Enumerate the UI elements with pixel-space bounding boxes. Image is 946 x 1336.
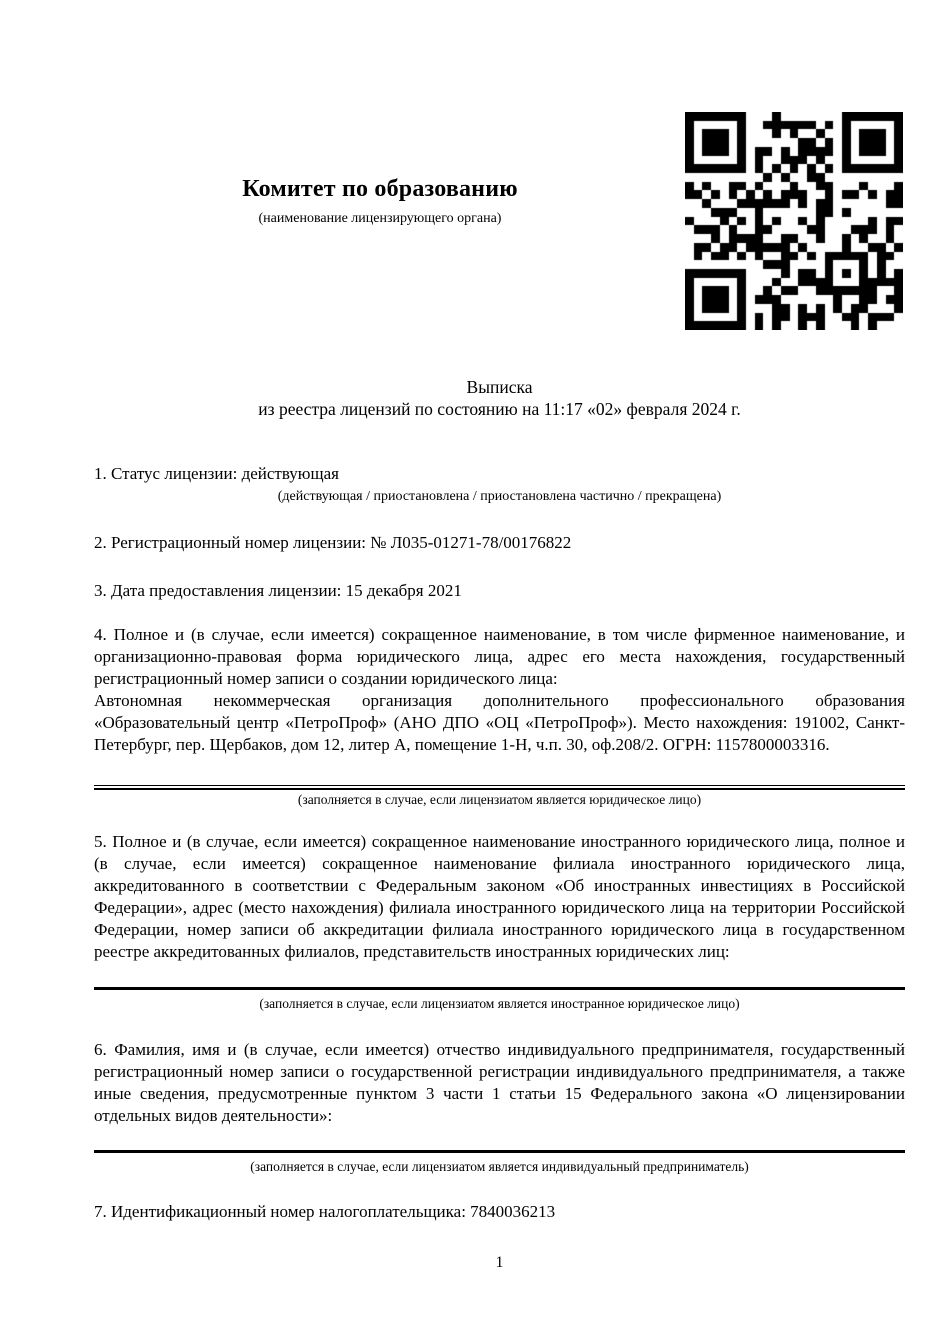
qr-code: [685, 112, 903, 330]
extract-title: Выписка: [466, 377, 533, 397]
item-2-registration-number: 2. Регистрационный номер лицензии: № Л035-01271-78/00176822: [94, 533, 572, 552]
item-5-question: 5. Полное и (в случае, если имеется) сокращенное наименование иностранного юридического лица, полное и (в случае, если имеется) сокращенное наименование филиала иностранного юридического лица, аккредитованного в соответствии с Федеральным законом «Об иностранных инвестициях в Российской Федерации», адрес (место нахождения) филиала иностранного юридического лица на территории Российской Федерации, номер записи об аккредитации филиала иностранного юридического лица в государственном реестре аккредитованных филиалов, представительств иностранных юридических лиц:: [94, 832, 905, 961]
page-number: 1: [495, 1254, 504, 1271]
item-3-grant-date: 3. Дата предоставления лицензии: 15 декабря 2021: [94, 581, 462, 600]
item-4-answer: Автономная некоммерческая организация дополнительного профессионального образования «Образовательный центр «ПетроПроф» (АНО ДПО «ОЦ «ПетроПроф»). Место нахождения: 191002, Санкт-Петербург, пер. Щербаков, дом 12, литер А, помещение 1-Н, ч.п. 30, оф.208/2. ОГРН: 1157800003316.: [94, 691, 905, 754]
item-6-individual-entrepreneur: [94, 1039, 905, 1127]
item-6-question: 6. Фамилия, имя и (в случае, если имеется) отчество индивидуального предпринимателя, государственный регистрационный номер записи о государственной регистрации индивидуального предпринимателя, а также иные сведения, предусмотренные пунктом 3 части 1 статьи 15 Федерального закона «О лицензировании отдельных видов деятельности»:: [94, 1040, 905, 1125]
item-1-status-options-caption: (действующая / приостановлена / приостановлена частично / прекращена): [277, 489, 722, 504]
item-5-rule-line: [94, 987, 905, 990]
item-4-question: 4. Полное и (в случае, если имеется) сокращенное наименование, в том числе фирменное наименование, и организационно-правовая форма юридического лица, адрес его места нахождения, государственный регистрационный номер записи о создании юридического лица:: [94, 625, 905, 688]
item-4-caption: (заполняется в случае, если лицензиатом является юридическое лицо): [297, 792, 702, 807]
item-7-taxpayer-number: 7. Идентификационный номер налогоплательщика: 7840036213: [94, 1202, 556, 1221]
item-4-rule-line: [94, 785, 905, 790]
item-6-caption: (заполняется в случае, если лицензиатом является индивидуальный предприниматель): [250, 1159, 749, 1174]
item-5-caption: (заполняется в случае, если лицензиатом является иностранное юридическое лицо): [259, 996, 740, 1011]
item-4-legal-entity: [94, 624, 905, 756]
item-5-foreign-entity: [94, 831, 905, 963]
item-6-rule-line: [94, 1150, 905, 1153]
item-1-license-status: 1. Статус лицензии: действующая: [94, 464, 339, 483]
authority-caption: (наименование лицензирующего органа): [258, 211, 502, 226]
authority-name: Комитет по образованию: [242, 176, 518, 202]
extract-subtitle: из реестра лицензий по состоянию на 11:17 «02» февраля 2024 г.: [258, 399, 741, 419]
